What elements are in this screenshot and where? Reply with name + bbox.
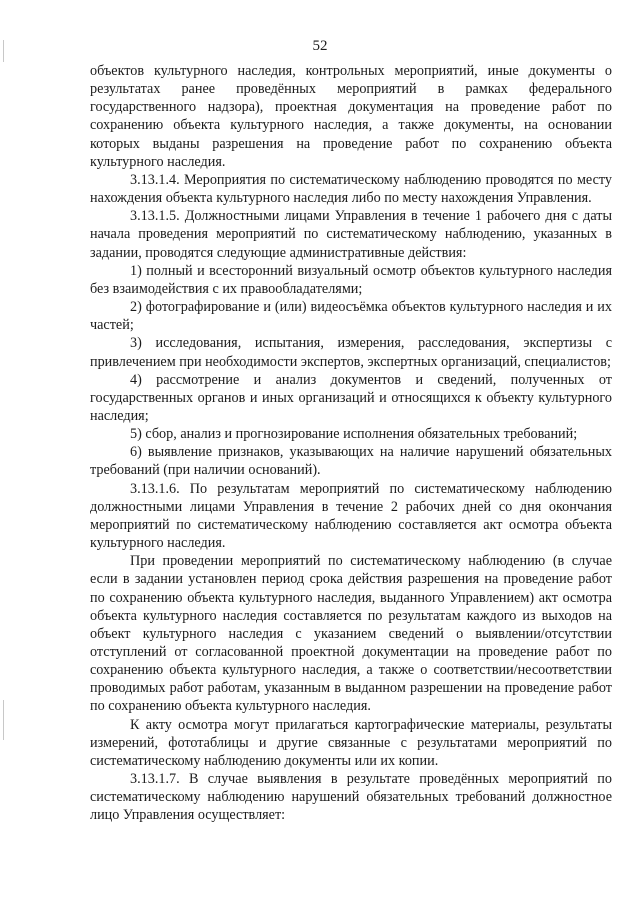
list-item: 3) исследования, испытания, измерения, расследования, экспертизы с привлечением при необходимости экспертов, экспертных организаций, специалистов; <box>90 335 612 370</box>
scan-edge-mark <box>3 700 4 740</box>
paragraph: объектов культурного наследия, контрольных мероприятий, иные документы о результатах ранее проведённых мероприятий в рамках федерального государственного надзора), проектная документация на проведение работ по сохранению объекта культурного наследия, а также документы, на основании которых выданы разрешения на проведение работ по сохранению объекта культурного наследия. <box>90 63 612 170</box>
list-item: 2) фотографирование и (или) видеосъёмка объектов культурного наследия и их частей; <box>90 299 612 334</box>
paragraph: 3.13.1.6. По результатам мероприятий по систематическому наблюдению должностными лицами Управления в течение 2 рабочих дней со дня окончания мероприятий по систематическому наблюдению составляется акт осмотра объекта культурного наследия. <box>90 480 612 552</box>
paragraph: К акту осмотра могут прилагаться картографические материалы, результаты измерений, фототаблицы и другие связанные с результатами мероприятий по систематическому наблюдению документы или их копии. <box>90 716 612 769</box>
paragraph: 3.13.1.5. Должностными лицами Управления в течение 1 рабочего дня с даты начала проведения мероприятий по систематическому наблюдению, указанных в задании, проводятся следующие административные действия: <box>90 208 612 261</box>
document-body <box>90 62 612 825</box>
paragraph: 3.13.1.7. В случае выявления в результате проведённых мероприятий по систематическому наблюдению нарушений обязательных требований должностное лицо Управления осуществляет: <box>90 771 612 824</box>
paragraph: 3.13.1.4. Мероприятия по систематическому наблюдению проводятся по месту нахождения объекта культурного наследия либо по месту нахождения Управления. <box>90 171 612 207</box>
list-item: 1) полный и всесторонний визуальный осмотр объектов культурного наследия без взаимодействия с их правообладателями; <box>90 262 612 297</box>
list-item: 5) сбор, анализ и прогнозирование исполнения обязательных требований; <box>130 426 578 443</box>
list-item: 4) рассмотрение и анализ документов и сведений, полученных от государственных органов и иных организаций и относящихся к объекту культурного наследия; <box>90 371 612 424</box>
list-item: 6) выявление признаков, указывающих на наличие нарушений обязательных требований (при наличии оснований). <box>90 444 612 479</box>
page-number: 52 <box>312 38 328 54</box>
paragraph: При проведении мероприятий по систематическому наблюдению (в случае если в задании установлен период срока действия разрешения на проведение работ по сохранению объекта культурного наследия, выданного Управлением) акт осмотра объекта культурного наследия составляется по результатам каждого из выходов на объект культурного наследия с указанием сведений о выявлении/отсутствии отступлений от согласованной проектной документации на проведение работ по сохранению объекта культурного наследия, а также о соответствии/несоответствии проводимых работ работам, указанным в выданном разрешении на проведение работ по сохранению объекта культурного наследия. <box>90 553 612 715</box>
